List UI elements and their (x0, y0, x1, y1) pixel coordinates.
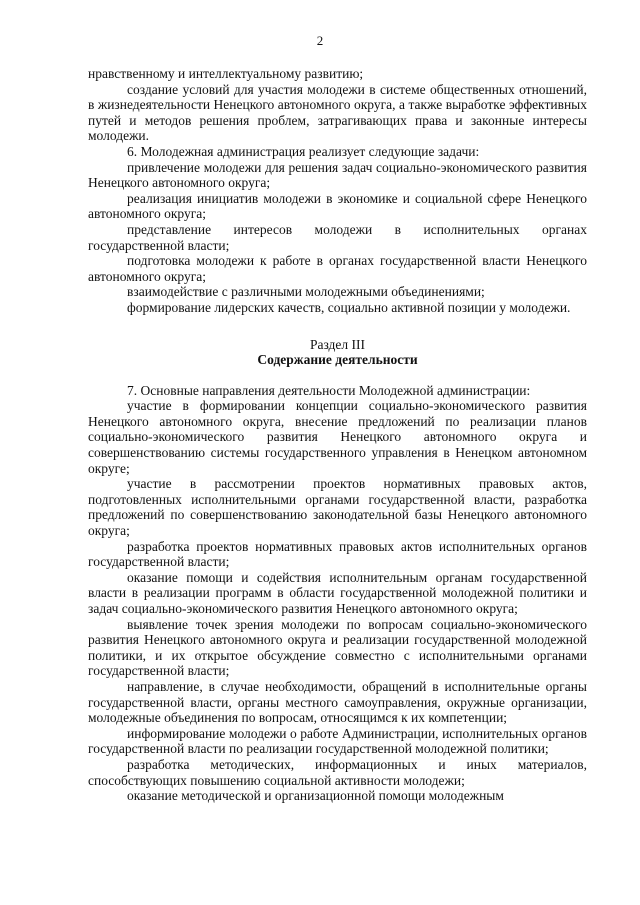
paragraph: разработка методических, информационных и иных материалов, способствующих повышению социальной активности молодежи; (88, 756, 587, 788)
paragraph: информирование молодежи о работе Администрации, исполнительных органов государственной власти по реализации государственной молодежной политики; (88, 725, 587, 757)
paragraph: формирование лидерских качеств, социально активной позиции у молодежи. (127, 299, 571, 315)
section-title: Содержание деятельности (257, 352, 418, 368)
page-number: 2 (316, 33, 324, 48)
paragraph: реализация инициатив молодежи в экономике и социальной сфере Ненецкого автономного округа; (88, 190, 587, 222)
document-body (88, 66, 587, 804)
paragraph: оказание методической и организационной помощи молодежным (127, 788, 504, 804)
paragraph: разработка проектов нормативных правовых актов исполнительных органов государственной власти; (88, 538, 587, 570)
paragraph: 6. Молодежная администрация реализует следующие задачи: (127, 143, 480, 159)
paragraph: привлечение молодежи для решения задач социально-экономического развития Ненецкого автономного округа; (88, 159, 587, 191)
paragraph: взаимодействие с различными молодежными объединениями; (127, 284, 485, 300)
paragraph: 7. Основные направления деятельности Молодежной администрации: (127, 382, 531, 398)
paragraph: оказание помощи и содействия исполнительным органам государственной власти в реализации программ в области государственной молодежной политики и задач социально-экономического развития Ненецкого автономного округа; (88, 569, 587, 616)
paragraph: создание условий для участия молодежи в системе общественных отношений, в жизнедеятельности Ненецкого автономного округа, а также выработке эффективных путей и методов решения проблем, затрагивающих права и законные интересы молодежи. (88, 81, 587, 144)
section-label: Раздел III (309, 336, 366, 352)
paragraph: представление интересов молодежи в исполнительных органах государственной власти; (88, 221, 587, 253)
paragraph: участие в рассмотрении проектов нормативных правовых актов, подготовленных исполнительными органами государственной власти, разработка предложений по совершенствованию законодательной базы Ненецкого автономного округа; (88, 476, 587, 539)
paragraph: участие в формировании концепции социально-экономического развития Ненецкого автономного округа, внесение предложений по реализации планов социально-экономического развития Ненецкого автономного округа и совершенствованию системы государственного управления в Ненецком автономном округе; (88, 398, 587, 476)
paragraphs-before-section (88, 66, 587, 316)
paragraph: направление, в случае необходимости, обращений в исполнительные органы государственной власти, органы местного самоуправления, окружные организации, молодежные объединения по вопросам, относящимся к их компетенции; (88, 678, 587, 726)
paragraphs-after-section (88, 383, 587, 804)
paragraph: нравственному и интеллектуальному развитию; (88, 66, 364, 81)
paragraph: выявление точек зрения молодежи по вопросам социально-экономического развития Ненецкого автономного округа и реализации государственной молодежной политики, и их открытое обсуждение совместно с исполнительными органами государственной власти; (88, 616, 587, 679)
paragraph: подготовка молодежи к работе в органах государственной власти Ненецкого автономного округа; (88, 253, 587, 284)
